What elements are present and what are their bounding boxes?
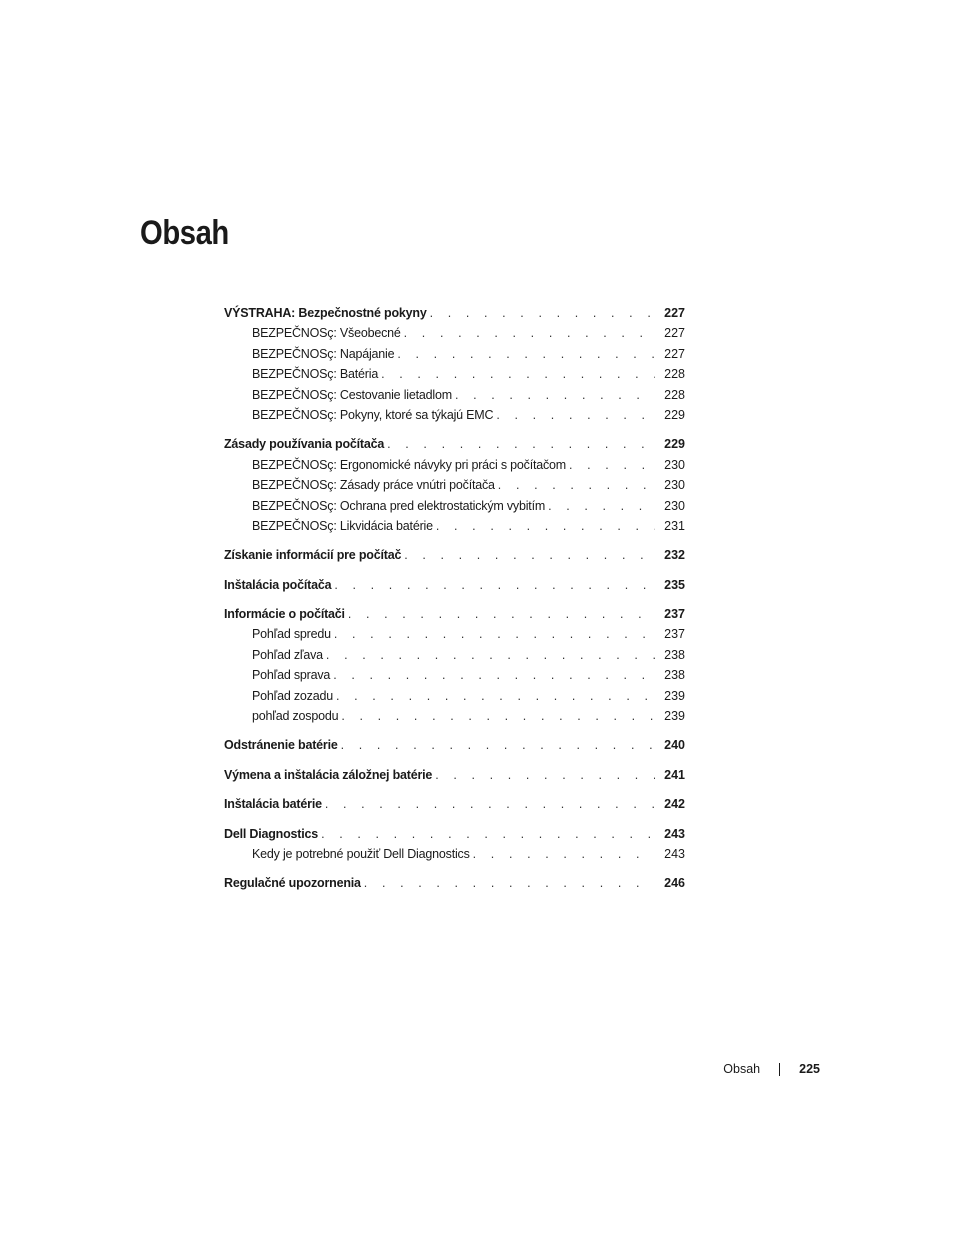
toc-entry[interactable] [224, 604, 685, 624]
toc-entry-label: BEZPEČNOSç: Pokyny, ktoré sa týkajú EMC [252, 407, 494, 422]
toc-dot-leader [381, 364, 655, 384]
toc-entry[interactable] [224, 765, 685, 785]
toc-page-number: 243 [664, 826, 685, 841]
toc-entry[interactable] [224, 824, 685, 844]
toc-entry-label: Odstránenie batérie [224, 738, 338, 753]
toc-page-number: 246 [664, 876, 685, 891]
toc-subentry[interactable] [224, 405, 685, 425]
toc-subentry[interactable] [224, 475, 685, 495]
toc-page-number: 228 [664, 387, 685, 402]
toc-dot-leader [333, 665, 655, 685]
toc-dot-leader [325, 794, 655, 814]
toc-dot-leader [341, 706, 655, 726]
toc-subentry[interactable] [224, 323, 685, 343]
toc-subentry[interactable] [224, 645, 685, 665]
toc-dot-leader [334, 575, 655, 595]
toc-entry-label: BEZPEČNOSç: Zásady práce vnútri počítača [252, 478, 495, 493]
toc-entry-label: BEZPEČNOSç: Likvidácia batérie [252, 518, 433, 533]
toc-entry[interactable] [224, 303, 685, 323]
toc-dot-leader [404, 323, 655, 343]
toc-entry-label: BEZPEČNOSç: Cestovanie lietadlom [252, 387, 452, 402]
toc-page-number: 227 [664, 306, 685, 320]
toc-dot-leader [435, 765, 655, 785]
toc-page-number: 239 [664, 709, 685, 724]
toc-entry-label: BEZPEČNOSç: Ochrana pred elektrostatickým vybitím [252, 498, 546, 513]
toc-entry[interactable] [224, 735, 685, 755]
toc-subentry[interactable] [224, 364, 685, 384]
toc-group [224, 434, 685, 536]
toc-dot-leader [548, 496, 655, 516]
toc-entry-label: Inštalácia batérie [224, 797, 322, 812]
toc-dot-leader [430, 303, 655, 323]
toc-group [224, 765, 685, 785]
toc-entry-label: Zásady používania počítača [224, 437, 385, 452]
toc-entry-label: BEZPEČNOSç: Všeobecné [252, 326, 401, 341]
toc-group [224, 575, 685, 595]
toc-group [224, 824, 685, 865]
page-title: Obsah [140, 214, 229, 252]
footer-divider [779, 1063, 780, 1076]
toc-entry-label: VÝSTRAHA: Bezpečnostné pokyny [224, 306, 427, 320]
toc-page-number: 237 [664, 627, 685, 642]
toc-dot-leader [336, 686, 655, 706]
toc-group [224, 735, 685, 755]
toc-entry[interactable] [224, 434, 685, 454]
toc-dot-leader [569, 455, 655, 475]
footer-section-label: Obsah [723, 1062, 761, 1076]
table-of-contents [224, 303, 685, 903]
toc-dot-leader [326, 645, 655, 665]
toc-dot-leader [436, 516, 655, 536]
toc-dot-leader [321, 824, 655, 844]
toc-subentry[interactable] [224, 624, 685, 644]
toc-subentry[interactable] [224, 455, 685, 475]
toc-page-number: 232 [664, 548, 685, 563]
toc-entry-label: BEZPEČNOSç: Batéria [252, 367, 379, 382]
toc-entry-label: Inštalácia počítača [224, 577, 332, 592]
toc-entry-label: Regulačné upozornenia [224, 876, 361, 891]
toc-entry-label: Výmena a inštalácia záložnej batérie [224, 767, 433, 782]
toc-page-number: 227 [664, 346, 685, 361]
toc-entry[interactable] [224, 873, 685, 893]
toc-dot-leader [364, 873, 655, 893]
toc-subentry[interactable] [224, 385, 685, 405]
toc-subentry[interactable] [224, 516, 685, 536]
toc-entry-label: Informácie o počítači [224, 607, 345, 622]
toc-dot-leader [404, 545, 655, 565]
toc-entry[interactable] [224, 794, 685, 814]
toc-group [224, 873, 685, 893]
toc-subentry[interactable] [224, 844, 685, 864]
toc-page-number: 235 [664, 577, 685, 592]
toc-subentry[interactable] [224, 706, 685, 726]
page-footer [700, 1062, 820, 1076]
toc-dot-leader [455, 385, 655, 405]
toc-page-number: 227 [664, 326, 685, 341]
toc-entry-label: pohľad zospodu [252, 709, 339, 724]
toc-page-number: 237 [664, 607, 685, 622]
toc-page-number: 230 [664, 478, 685, 493]
toc-page-number: 241 [664, 767, 685, 782]
toc-entry[interactable] [224, 575, 685, 595]
toc-entry-label: Získanie informácií pre počítač [224, 548, 402, 563]
toc-entry-label: Pohľad zľava [252, 647, 323, 662]
toc-dot-leader [496, 405, 655, 425]
toc-entry-label: Pohľad zozadu [252, 688, 333, 703]
toc-entry-label: BEZPEČNOSç: Ergonomické návyky pri práci s počítačom [252, 457, 567, 472]
toc-page-number: 229 [664, 407, 685, 422]
toc-group [224, 303, 685, 425]
toc-entry-label: Dell Diagnostics [224, 826, 319, 841]
toc-dot-leader [387, 434, 655, 454]
toc-subentry[interactable] [224, 344, 685, 364]
toc-entry-label: Pohľad spredu [252, 627, 331, 642]
toc-entry-label: BEZPEČNOSç: Napájanie [252, 346, 395, 361]
toc-page-number: 239 [664, 688, 685, 703]
toc-dot-leader [397, 344, 655, 364]
toc-entry-label: Pohľad sprava [252, 668, 331, 683]
toc-dot-leader [348, 604, 655, 624]
toc-page-number: 243 [664, 846, 685, 861]
toc-dot-leader [341, 735, 655, 755]
toc-page-number: 240 [664, 738, 685, 753]
toc-page-number: 231 [664, 518, 685, 533]
toc-page-number: 228 [664, 367, 685, 382]
toc-group [224, 545, 685, 565]
toc-dot-leader [498, 475, 655, 495]
toc-group [224, 794, 685, 814]
toc-dot-leader [473, 844, 655, 864]
toc-group [224, 604, 685, 726]
toc-page-number: 229 [664, 437, 685, 452]
toc-entry[interactable] [224, 545, 685, 565]
toc-dot-leader [334, 624, 655, 644]
toc-subentry[interactable] [224, 665, 685, 685]
toc-page-number: 238 [664, 668, 685, 683]
toc-page-number: 230 [664, 457, 685, 472]
toc-subentry[interactable] [224, 496, 685, 516]
footer-page-number: 225 [799, 1062, 820, 1076]
toc-page-number: 242 [664, 797, 685, 812]
toc-subentry[interactable] [224, 686, 685, 706]
toc-entry-label: Kedy je potrebné použiť Dell Diagnostics [252, 846, 470, 861]
toc-page-number: 230 [664, 498, 685, 513]
toc-page-number: 238 [664, 647, 685, 662]
